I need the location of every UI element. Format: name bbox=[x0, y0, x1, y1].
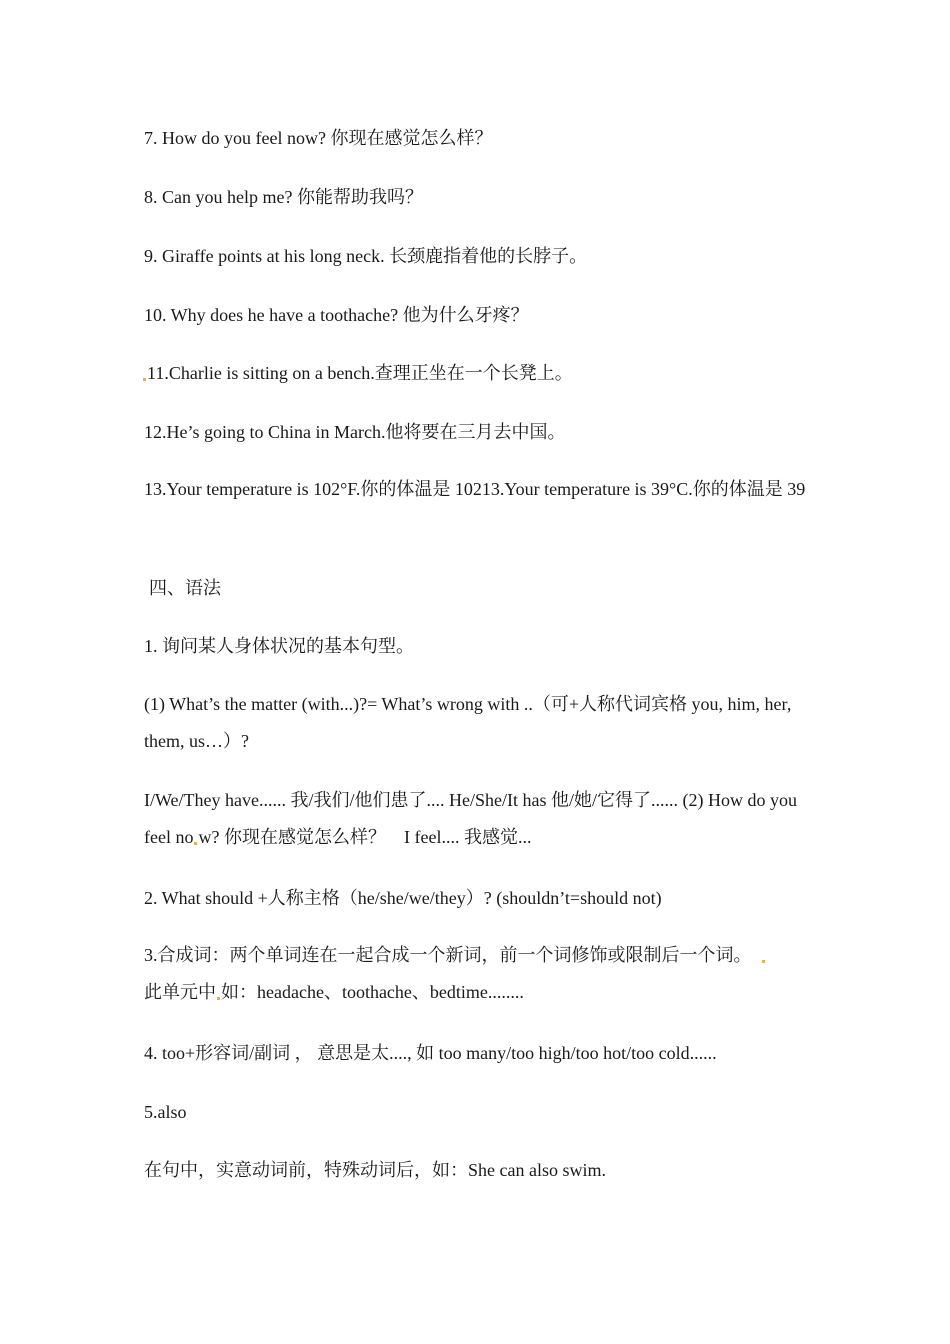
grammar-item-4: 4. too+形容词/副词 ， 意思是太...., 如 too many/too high/too hot/too cold...... bbox=[144, 1043, 717, 1063]
item-3-part-2: 此单元中 bbox=[144, 982, 216, 1002]
sentence-10: 10. Why does he have a toothache? 他为什么牙疼？ bbox=[144, 305, 529, 325]
grammar-item-1-question: (1) What’s the matter (with...)?= What’s wrong with ..（可+人称代词宾格 you, him, her, them, us…）? bbox=[144, 694, 792, 751]
sentence-7: 7. How do you feel now? 你现在感觉怎么样？ bbox=[144, 128, 493, 148]
sentence-8: 8. Can you help me? 你能帮助我吗？ bbox=[144, 187, 423, 207]
marker-dot bbox=[143, 378, 146, 381]
grammar-item-3 bbox=[144, 937, 809, 1011]
grammar-item-1-answer bbox=[144, 782, 809, 856]
section-heading: 四、语法 bbox=[149, 578, 221, 598]
sentence-13: 13.Your temperature is 102°F.你的体温是 10213.Your temperature is 39°C.你的体温是 39 bbox=[144, 479, 806, 499]
answer-part-1: I/We/They have...... 我/我们/他们患了.... He/She/It has 他/她/它得了...... (2) How do you feel no bbox=[144, 790, 797, 847]
marker-dot bbox=[217, 997, 220, 1000]
item-3-part-3: 如：headache、toothache、bedtime........ bbox=[221, 982, 524, 1002]
grammar-item-2: 2. What should +人称主格（he/she/we/they）? (shouldn’t=should not) bbox=[144, 888, 662, 908]
item-3-part-1: 3.合成词：两个单词连在一起合成一个新词，前一个词修饰或限制后一个词。 bbox=[144, 945, 752, 965]
grammar-item-1-title: 1. 询问某人身体状况的基本句型。 bbox=[144, 636, 414, 656]
sentence-11-row bbox=[142, 362, 573, 384]
sentence-11: 11.Charlie is sitting on a bench.查理正坐在一个长凳上。 bbox=[147, 363, 573, 383]
marker-dot bbox=[762, 960, 765, 963]
grammar-item-5-body: 在句中，实意动词前，特殊动词后，如：She can also swim. bbox=[144, 1160, 606, 1180]
sentence-12: 12.He’s going to China in March.他将要在三月去中国。 bbox=[144, 422, 566, 442]
grammar-item-5-title: 5.also bbox=[144, 1102, 187, 1122]
sentence-9: 9. Giraffe points at his long neck. 长颈鹿指着他的长脖子。 bbox=[144, 246, 588, 266]
answer-part-2: w? 你现在感觉怎么样？ I feel.... 我感觉... bbox=[198, 827, 532, 847]
